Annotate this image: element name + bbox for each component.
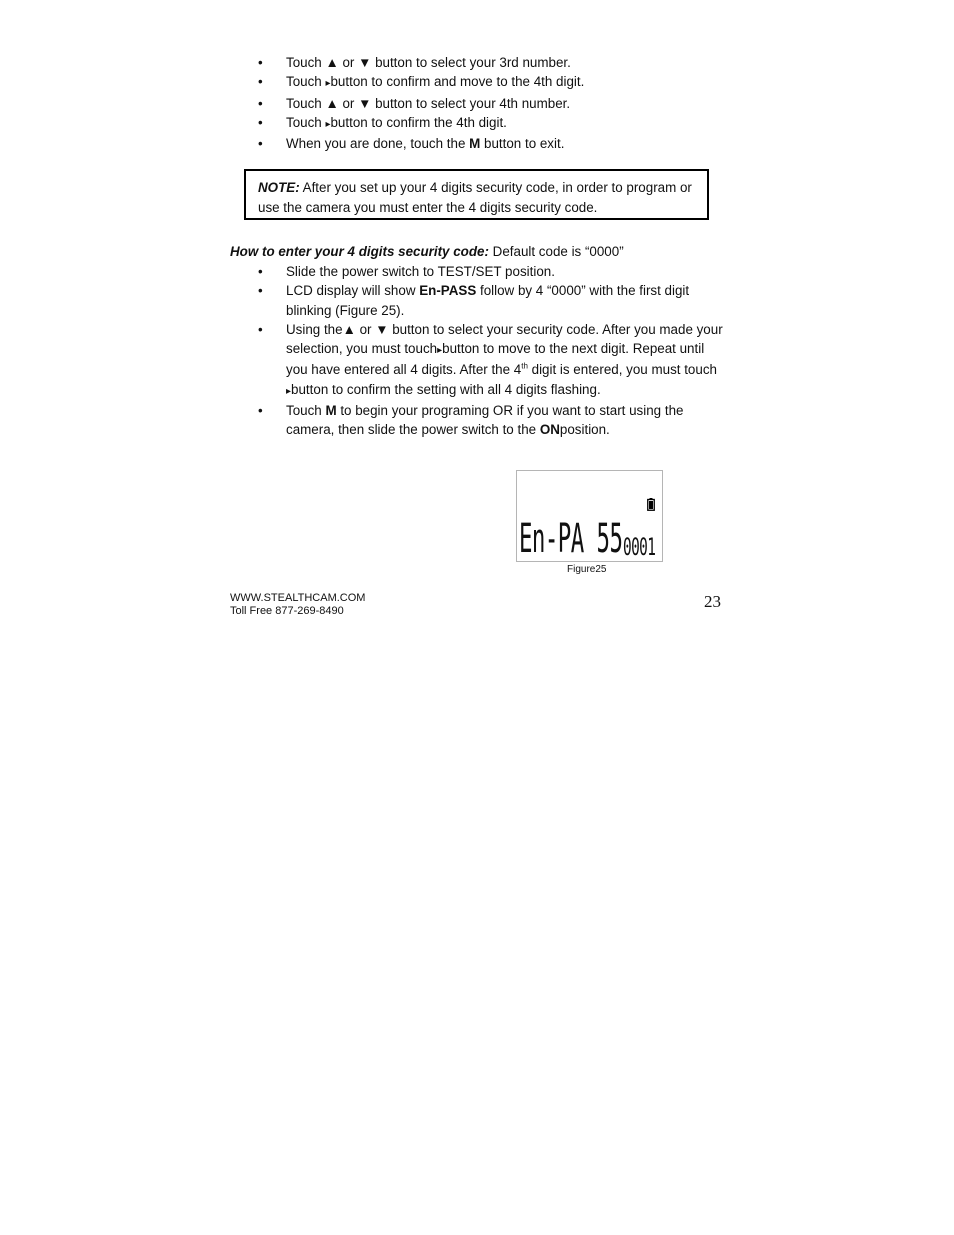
- footer: [230, 592, 365, 617]
- right-arrow-icon: ▸: [286, 385, 292, 397]
- entry-steps-list: [258, 262, 728, 440]
- lcd-code-text: 0001: [623, 533, 656, 561]
- note-label: NOTE:: [258, 180, 300, 195]
- up-arrow-icon: ▲: [342, 321, 356, 337]
- lcd-figure: [516, 470, 663, 562]
- list-item: • Touch ▸button to confirm the 4th digit.: [258, 113, 728, 134]
- section-heading: How to enter your 4 digits security code: Default code is “0000”: [230, 244, 624, 259]
- note-text: After you set up your 4 digits security code, in order to program or use the camera you must enter the 4 digits security code.: [258, 180, 692, 215]
- down-arrow-icon: ▼: [358, 95, 372, 111]
- down-arrow-icon: ▼: [375, 321, 389, 337]
- top-steps-list: [258, 53, 728, 153]
- battery-icon: [647, 498, 655, 511]
- list-item: • Touch ▸button to confirm and move to the 4th digit.: [258, 72, 728, 93]
- list-item: • Slide the power switch to TEST/SET position.: [258, 262, 728, 281]
- right-arrow-icon: ▸: [437, 345, 443, 357]
- list-item: • When you are done, touch the M button to exit.: [258, 134, 728, 153]
- up-arrow-icon: ▲: [325, 55, 339, 70]
- list-item: • LCD display will show En-PASS follow by 4 “0000” with the first digit blinking (Figure 25).: [258, 281, 728, 320]
- lcd-main-text: En-PA 55: [519, 516, 623, 562]
- up-arrow-icon: ▲: [325, 95, 339, 111]
- right-arrow-icon: ▸: [325, 118, 331, 130]
- footer-phone: Toll Free 877-269-8490: [230, 604, 344, 617]
- page-number: 23: [704, 592, 721, 611]
- footer-url: WWW.STEALTHCAM.COM: [230, 592, 366, 604]
- list-item: • Touch ▲ or ▼ button to select your 4th number.: [258, 94, 728, 113]
- down-arrow-icon: ▼: [358, 55, 372, 70]
- list-item: • Using the▲ or ▼ button to select your security code. After you made your selection, you must touch▸button to move to the next digit. Repeat until you have entered all 4 digits. After the 4th digit is entered, you must touch ▸button to confirm the setting with all 4 digits flashing.: [258, 320, 728, 401]
- right-arrow-icon: ▸: [325, 78, 331, 90]
- note-box: [244, 169, 709, 220]
- figure-caption: Figure25: [567, 564, 607, 575]
- list-item: • Touch ▲ or ▼ button to select your 3rd number.: [258, 53, 728, 72]
- list-item: • Touch M to begin your programing OR if you want to start using the camera, then slide the power switch to the ONposition.: [258, 401, 728, 440]
